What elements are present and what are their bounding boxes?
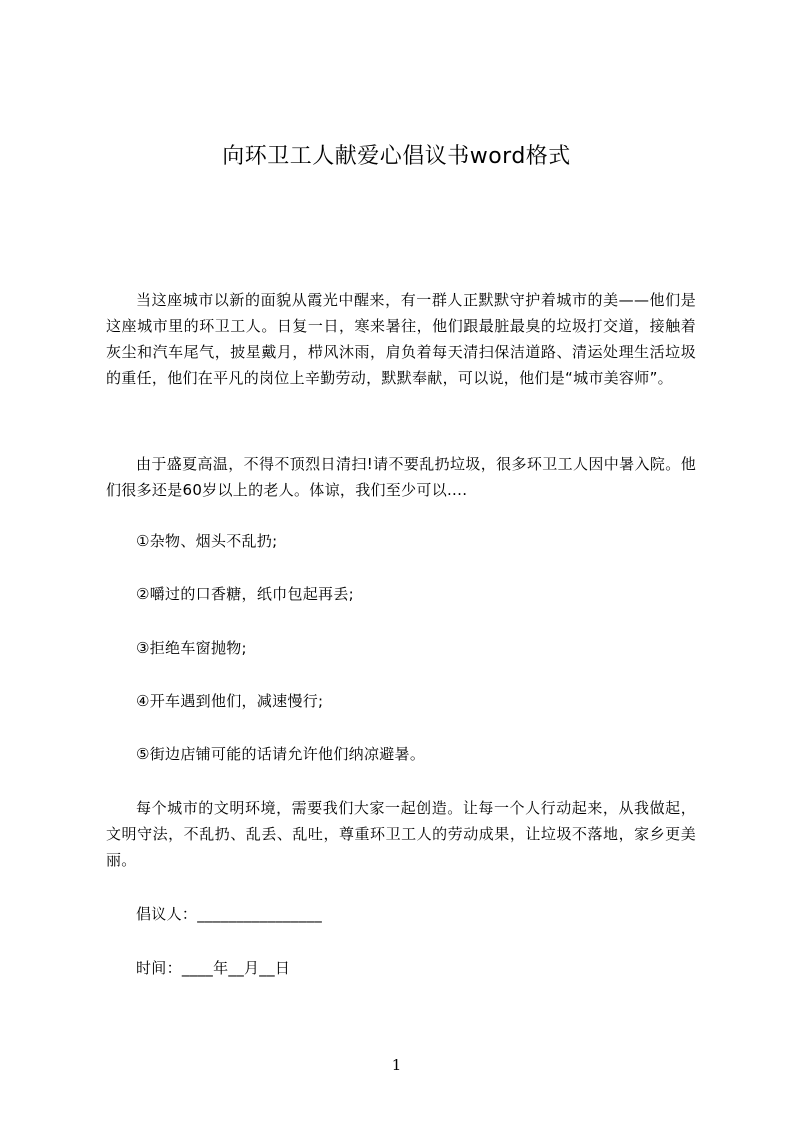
list-item: ①杂物、烟头不乱扔;: [136, 532, 278, 550]
date-line: 时间：____年__月__日: [136, 959, 291, 977]
page-number: 1: [391, 1056, 402, 1074]
signature-line: 倡议人：________________: [136, 905, 323, 923]
list-item: ③拒绝车窗抛物;: [136, 639, 247, 657]
list-item: ②嚼过的口香糖，纸巾包起再丢;: [136, 585, 355, 603]
paragraph-intro: 当这座城市以新的面貌从霞光中醒来，有一群人正默默守护着城市的美——他们是这座城市里的环卫工人。日复一日，寒来暑往，他们跟最脏最臭的垃圾打交道，接触着灰尘和汽车尾气，披星戴月，栉风沐雨，肩负着每天清扫保洁道路、清运处理生活垃圾的重任，他们在平凡的岗位上辛勤劳动，默默奉献，可以说，他们是“城市美容师”。: [106, 291, 696, 387]
paragraph-closing: 每个城市的文明环境，需要我们大家一起创造。让每一个人行动起来，从我做起，文明守法，不乱扔、乱丢、乱吐，尊重环卫工人的劳动成果，让垃圾不落地，家乡更美丽。: [106, 799, 696, 869]
document-title: 向环卫工人献爱心倡议书word格式: [222, 144, 571, 169]
list-item: ④开车遇到他们，减速慢行;: [136, 692, 324, 710]
paragraph-heat: 由于盛夏高温，不得不顶烈日清扫!请不要乱扔垃圾，很多环卫工人因中暑入院。他们很多还是60岁以上的老人。体谅，我们至少可以....: [106, 455, 696, 499]
list-item: ⑤街边店铺可能的话请允许他们纳凉避暑。: [136, 745, 426, 763]
